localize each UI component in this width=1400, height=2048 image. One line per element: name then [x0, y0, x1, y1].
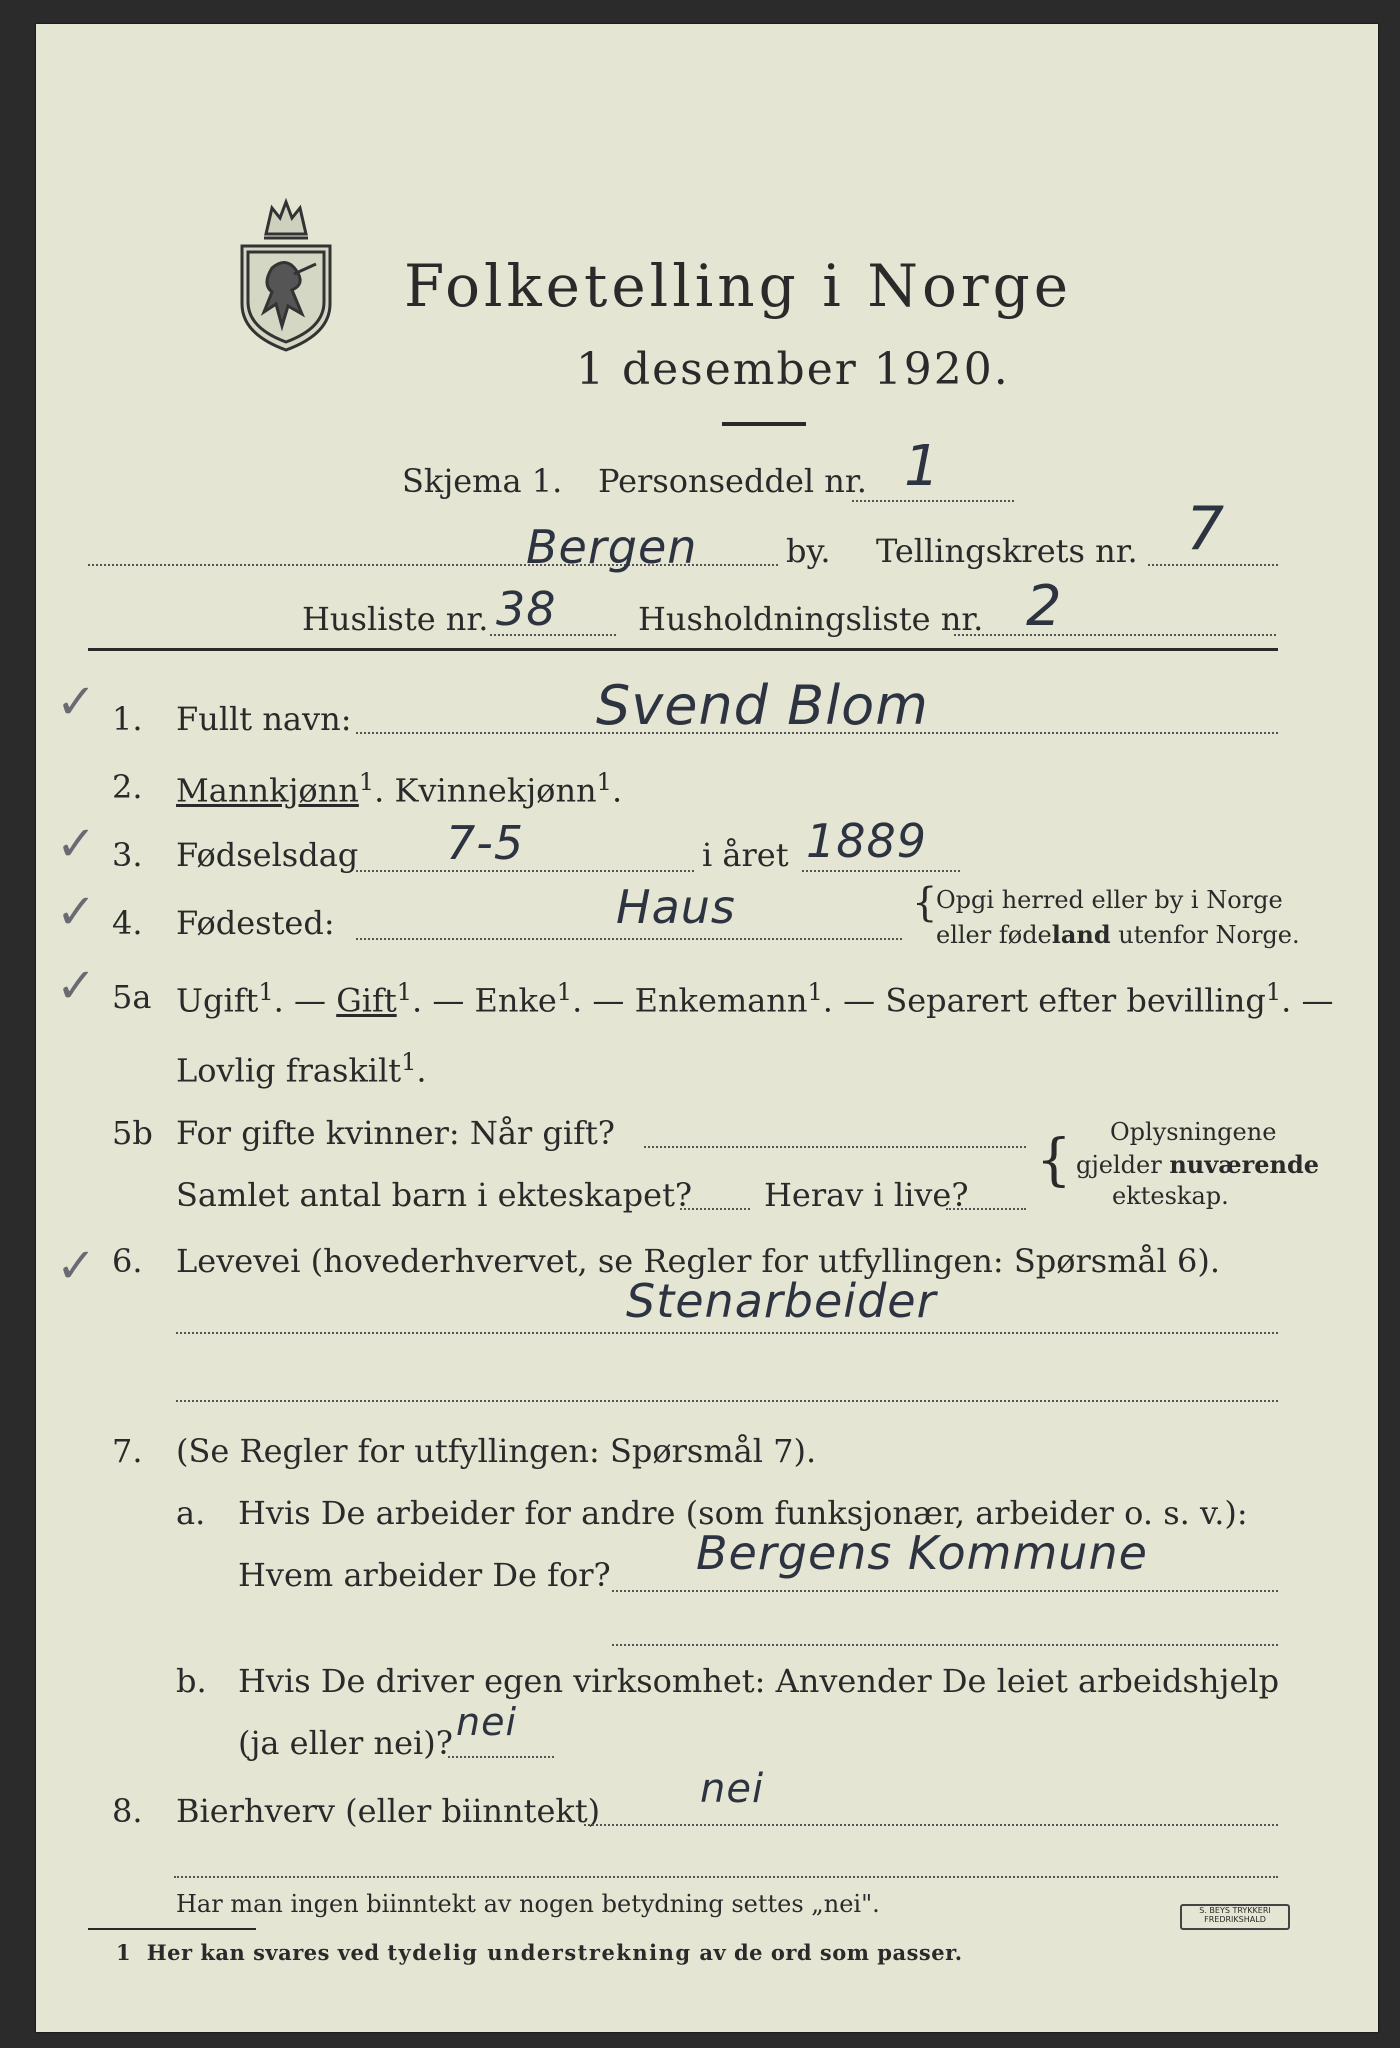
q4-label: Fødested:	[176, 904, 335, 942]
q3-number: 3.	[112, 836, 143, 874]
q2-male-option[interactable]: Mannkjønn	[176, 771, 359, 810]
q6-number: 6.	[112, 1242, 143, 1280]
q2-female-option[interactable]: Kvinnekjønn	[394, 771, 597, 810]
q4-note-2b: land	[1051, 920, 1111, 949]
q5b-note-2a: gjelder	[1076, 1151, 1170, 1179]
check-mark-6: ✓	[56, 1238, 97, 1294]
q4-number: 4.	[112, 904, 143, 942]
q8-number: 8.	[112, 1792, 143, 1830]
q6-label: Levevei (hovederhvervet, se Regler for utfyllingen: Spørsmål 6).	[176, 1242, 1221, 1280]
q7a-line-1	[612, 1590, 1278, 1592]
by-label: by.	[786, 532, 831, 570]
skjema-label: Skjema 1.	[402, 462, 563, 500]
footnote-ref: 1	[358, 768, 375, 796]
q6-line-2	[176, 1400, 1278, 1402]
personseddel-value[interactable]: 1	[904, 434, 941, 499]
q5b-live-line	[946, 1208, 1026, 1210]
q7b-line	[448, 1756, 554, 1758]
check-mark-3: ✓	[56, 816, 97, 872]
footnote-text-b: tydelig understrekning	[387, 1940, 692, 1965]
q2-number: 2.	[112, 768, 143, 806]
census-form	[36, 24, 1378, 2032]
footnote-ref: 1	[396, 978, 412, 1006]
q7b-text: Hvis De driver egen virksomhet: Anvender De leiet arbeidshjelp	[238, 1662, 1280, 1700]
city-value[interactable]: Bergen	[526, 520, 698, 574]
q8-line	[584, 1824, 1278, 1826]
q5a-enke-option[interactable]: Enke	[474, 981, 557, 1020]
q6-line-1	[176, 1332, 1278, 1334]
q5a-options-cont: Lovlig fraskilt$^1$.	[176, 1048, 427, 1090]
q7b-value[interactable]: nei	[456, 1700, 518, 1744]
q3-year-line	[802, 870, 960, 872]
check-mark-4: ✓	[56, 884, 97, 940]
check-mark-5a: ✓	[56, 958, 97, 1014]
q5a-number: 5a	[112, 978, 152, 1016]
q5a-gift-option[interactable]: Gift	[336, 981, 397, 1020]
personseddel-line	[852, 500, 1014, 502]
q5a-sep: —	[582, 981, 635, 1020]
q5b-note-3: ekteskap.	[1112, 1182, 1229, 1210]
husholdning-line	[954, 634, 1276, 636]
q1-value[interactable]: Svend Blom	[596, 674, 929, 737]
printer-stamp: S. BEYS TRYKKERI FREDRIKSHALD	[1180, 1904, 1290, 1930]
footnote-ref: 1	[1265, 978, 1282, 1006]
title-divider	[722, 422, 806, 426]
footnote-text-c: av de ord som passer.	[691, 1940, 963, 1965]
q4-brace: {	[912, 880, 938, 926]
husliste-value[interactable]: 38	[496, 582, 557, 636]
footer-note: Har man ingen biinntekt av nogen betydning settes „nei".	[176, 1890, 880, 1918]
q5b-brace: {	[1036, 1128, 1072, 1193]
footnote-ref: 1	[258, 978, 274, 1006]
husholdning-label: Husholdningsliste nr.	[638, 600, 984, 638]
q3-label: Fødselsdag	[176, 836, 359, 874]
q3-year-value[interactable]: 1889	[806, 814, 928, 868]
q4-line	[356, 938, 902, 940]
q4-note-1: Opgi herred eller by i Norge	[936, 886, 1283, 914]
q8-value[interactable]: nei	[700, 1766, 765, 1812]
q5b-barn-label: Samlet antal barn i ekteskapet?	[176, 1176, 693, 1214]
footnote-number: 1	[116, 1940, 132, 1965]
q4-note-2c: utenfor Norge.	[1110, 921, 1300, 949]
q3-year-label: i året	[702, 836, 789, 874]
q5a-separert-option[interactable]: Separert efter bevilling	[885, 981, 1266, 1020]
q5b-note-1: Oplysningene	[1110, 1118, 1277, 1146]
q5b-number: 5b	[112, 1114, 153, 1152]
census-date: 1 desember 1920.	[576, 344, 1010, 395]
q2-sep: .	[374, 771, 385, 810]
q5b-gift-line	[644, 1146, 1026, 1148]
q4-value[interactable]: Haus	[616, 880, 736, 934]
footnote	[116, 1940, 963, 1965]
husliste-label: Husliste nr.	[302, 600, 489, 638]
q7a-line-2	[612, 1644, 1278, 1646]
footnote-ref: 1	[807, 978, 823, 1006]
q1-label: Fullt navn:	[176, 700, 352, 738]
q1-number: 1.	[112, 700, 143, 738]
footnote-ref: 1	[596, 768, 612, 796]
q4-note-2a: eller føde	[936, 921, 1052, 949]
q7-number: 7.	[112, 1432, 143, 1470]
q8-label: Bierhverv (eller biinntekt)	[176, 1792, 601, 1830]
check-mark-1: ✓	[56, 674, 97, 730]
q7-label: (Se Regler for utfyllingen: Spørsmål 7).	[176, 1432, 817, 1470]
q4-note-2	[936, 920, 1300, 949]
norway-coat-of-arms-emblem	[232, 194, 340, 354]
q5b-note-2	[1076, 1150, 1319, 1179]
q5a-options: Ugift$^1$. — Gift$^1$. — Enke$^1$. — Enkemann$^1$. — Separert efter bevilling$^1$. —	[176, 978, 1334, 1020]
q8-line-2	[174, 1876, 1278, 1878]
q7a-question: Hvem arbeider De for?	[238, 1556, 611, 1594]
q3-day-line	[356, 870, 694, 872]
q7a-number: a.	[176, 1494, 206, 1532]
q5a-enkemann-option[interactable]: Enkemann	[634, 981, 808, 1020]
q3-day-value[interactable]: 7-5	[446, 816, 525, 870]
personseddel-label: Personseddel nr.	[598, 462, 867, 500]
q5b-live-label: Herav i live?	[764, 1176, 969, 1214]
footnote-ref: 1	[401, 1048, 417, 1076]
q7a-value[interactable]: Bergens Kommune	[696, 1526, 1148, 1580]
q5b-note-2b: nuværende	[1169, 1150, 1320, 1179]
tellingskrets-line	[1148, 564, 1278, 566]
q5a-ugift-option[interactable]: Ugift	[176, 981, 259, 1020]
husholdning-value[interactable]: 2	[1026, 574, 1063, 639]
q5a-sep: —	[422, 981, 475, 1020]
footnote-divider	[88, 1928, 256, 1930]
q5b-barn-line	[680, 1208, 750, 1210]
q7b-question: (ja eller nei)?	[238, 1724, 453, 1762]
header-divider	[88, 648, 1278, 651]
q7b-number: b.	[176, 1662, 207, 1700]
q6-value[interactable]: Stenarbeider	[626, 1274, 937, 1328]
q5a-lovlig-option[interactable]: Lovlig fraskilt	[176, 1051, 402, 1090]
tellingskrets-value[interactable]: 7	[1186, 494, 1226, 564]
q2-sep: .	[611, 771, 623, 810]
q5b-label: For gifte kvinner: Når gift?	[176, 1114, 615, 1152]
form-title: Folketelling i Norge	[404, 252, 1073, 320]
footnote-text-a: Her kan svares ved	[146, 1940, 388, 1965]
q2-options	[176, 768, 622, 810]
footnote-ref: 1	[556, 978, 573, 1006]
q5a-sep: —	[283, 981, 337, 1020]
q5a-sep: —	[832, 981, 886, 1020]
q7a-text: Hvis De arbeider for andre (som funksjonær, arbeider o. s. v.):	[238, 1494, 1248, 1532]
tellingskrets-label: Tellingskrets nr.	[876, 532, 1138, 570]
